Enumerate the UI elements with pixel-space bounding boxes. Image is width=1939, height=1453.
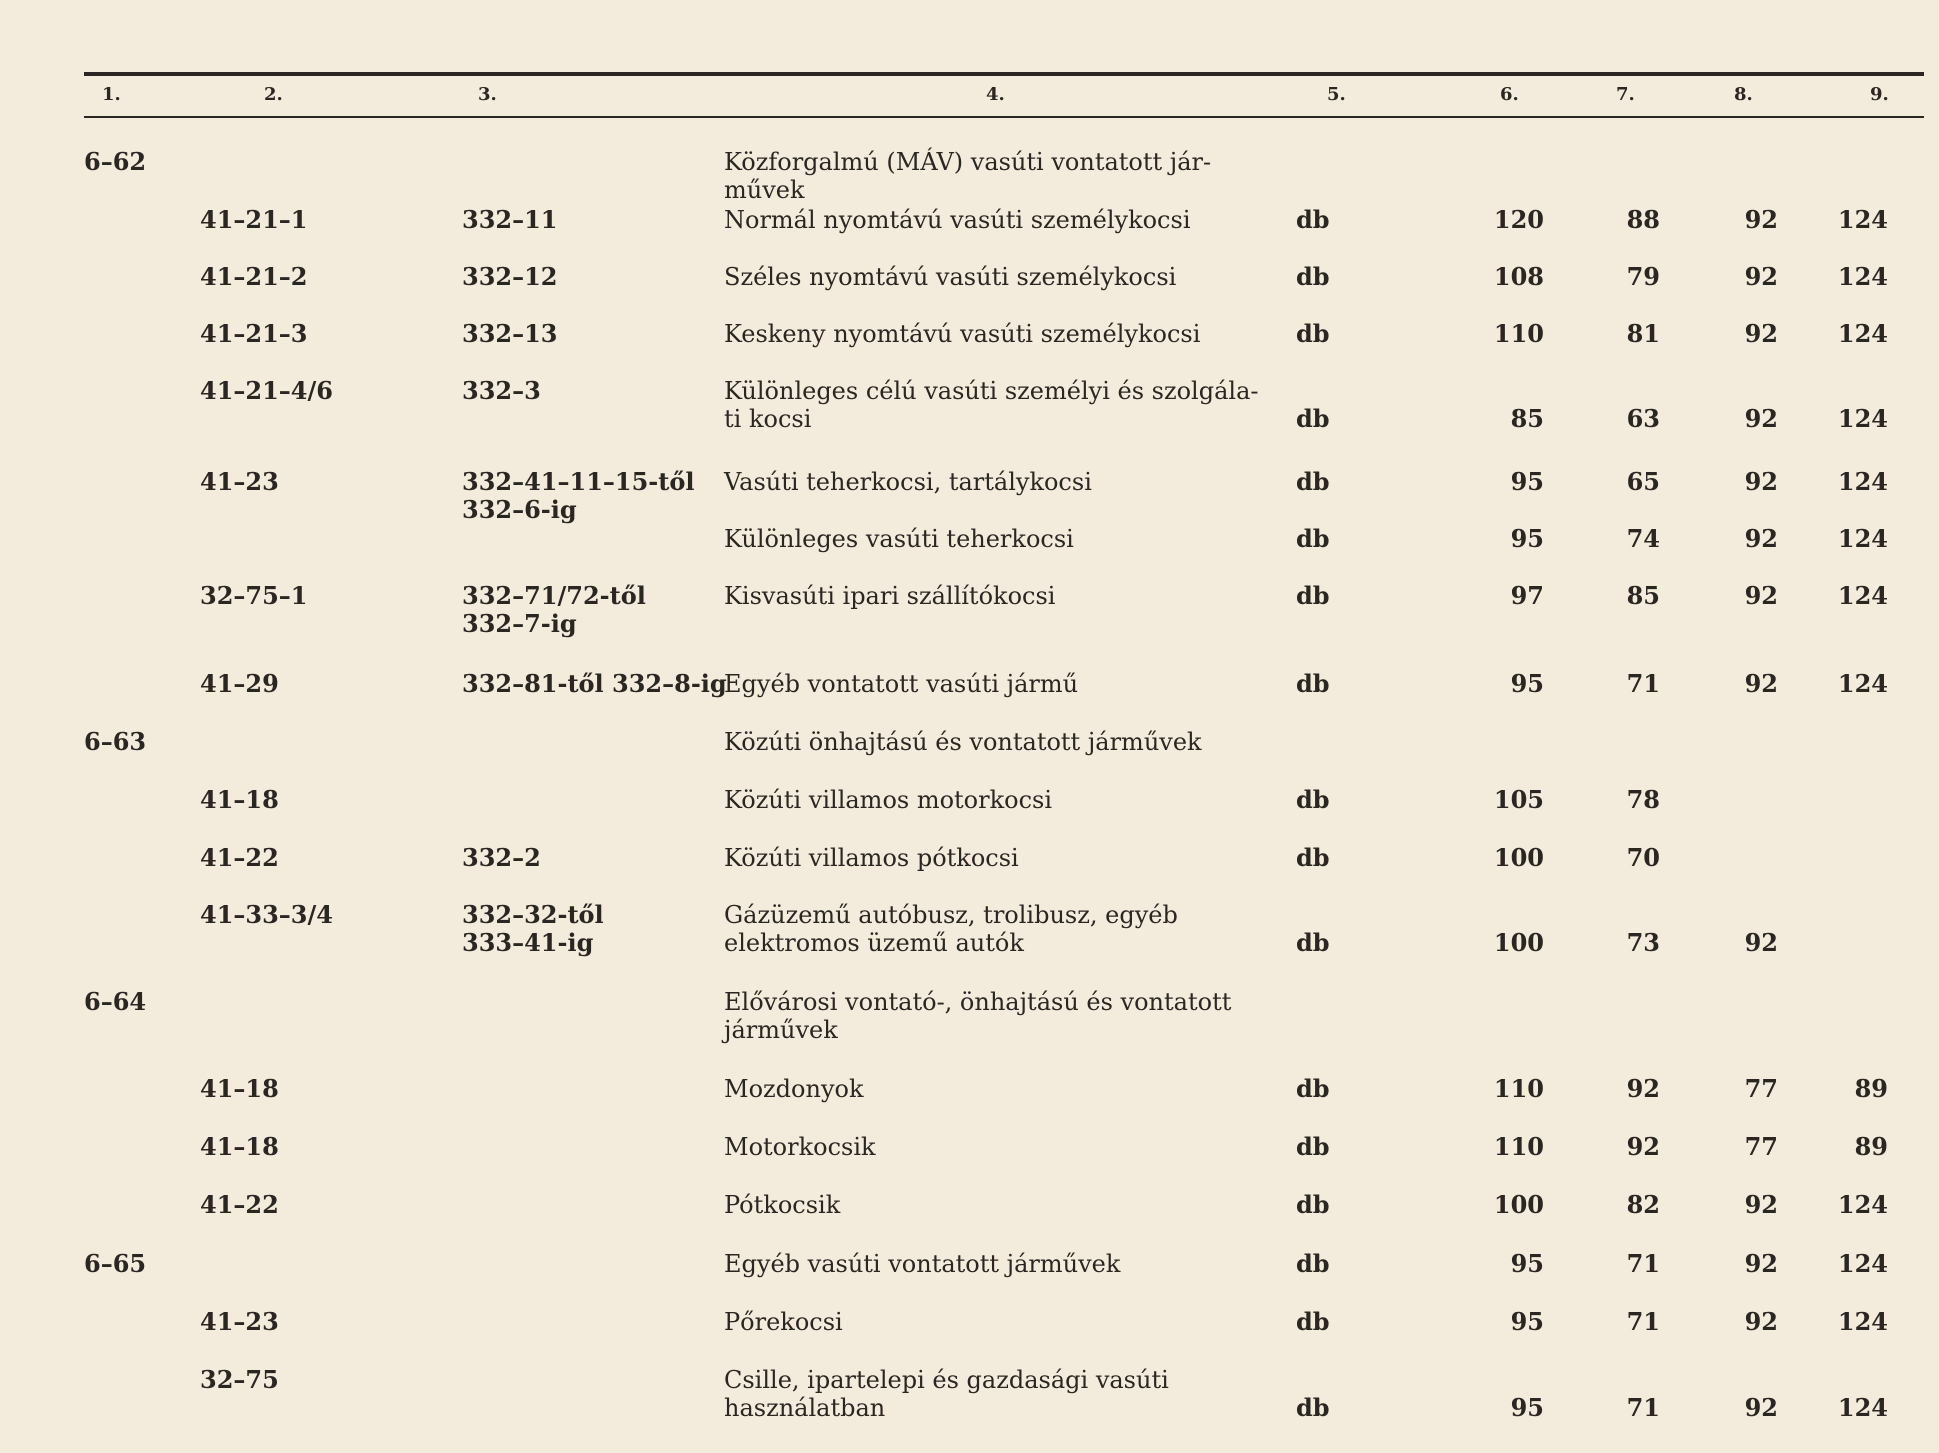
- cell-col-8: 92: [1744, 928, 1778, 957]
- cell-col-2: 41–23: [200, 1307, 279, 1336]
- cell-col-1: 6–65: [84, 1249, 147, 1278]
- cell-col-8: 92: [1744, 581, 1778, 610]
- cell-col-2: 41–18: [200, 1132, 279, 1161]
- cell-col-8: 92: [1744, 319, 1778, 348]
- cell-col-7: 70: [1626, 843, 1660, 872]
- cell-col-2: 41–33–3/4: [200, 900, 333, 929]
- cell-col-8: 92: [1744, 1393, 1778, 1422]
- cell-col-1: 6–63: [84, 727, 147, 756]
- cell-col-8: 77: [1744, 1132, 1778, 1161]
- cell-col-2: 41–22: [200, 1190, 279, 1219]
- cell-col-4: Széles nyomtávú vasúti személykocsi: [724, 263, 1177, 291]
- cell-col-4: Vasúti teherkocsi, tartálykocsi: [724, 468, 1092, 496]
- cell-col-6: 95: [1510, 1393, 1544, 1422]
- table-top-rule: [84, 72, 1924, 76]
- cell-col-3: 332–32-től 333–41-ig: [462, 900, 604, 957]
- cell-col-7: 71: [1626, 1249, 1660, 1278]
- cell-col-6: 100: [1493, 1190, 1544, 1219]
- cell-col-8: 92: [1744, 404, 1778, 433]
- cell-col-6: 95: [1510, 669, 1544, 698]
- table-header-rule: [84, 116, 1924, 118]
- cell-col-2: 41–21–2: [200, 262, 308, 291]
- cell-col-6: 110: [1493, 1074, 1544, 1103]
- cell-col-2: 41–21–3: [200, 319, 308, 348]
- cell-col-9: 124: [1837, 467, 1888, 496]
- cell-col-5: db: [1296, 928, 1330, 957]
- cell-col-5: db: [1296, 1393, 1330, 1422]
- cell-col-4: Normál nyomtávú vasúti személykocsi: [724, 206, 1191, 234]
- cell-col-7: 71: [1626, 669, 1660, 698]
- cell-col-8: 92: [1744, 524, 1778, 553]
- cell-col-2: 32–75: [200, 1365, 279, 1394]
- cell-col-4: Pőrekocsi: [724, 1308, 843, 1336]
- cell-col-3: 332–41–11–15-től 332–6-ig: [462, 467, 695, 524]
- cell-col-9: 124: [1837, 581, 1888, 610]
- cell-col-4: Keskeny nyomtávú vasúti személykocsi: [724, 320, 1201, 348]
- cell-col-7: 79: [1626, 262, 1660, 291]
- cell-col-4: Egyéb vasúti vontatott járművek: [724, 1250, 1121, 1278]
- cell-col-9: 89: [1854, 1132, 1888, 1161]
- cell-col-4: Gázüzemű autóbusz, trolibusz, egyéb elektromos üzemű autók: [724, 901, 1178, 957]
- cell-col-4: Közúti villamos pótkocsi: [724, 844, 1019, 872]
- cell-col-8: 92: [1744, 1249, 1778, 1278]
- cell-col-4: Különleges célú vasúti személyi és szolgála- ti kocsi: [724, 377, 1259, 433]
- cell-col-7: 81: [1626, 319, 1660, 348]
- cell-col-9: 124: [1837, 1190, 1888, 1219]
- cell-col-9: 124: [1837, 1307, 1888, 1336]
- cell-col-7: 73: [1626, 928, 1660, 957]
- cell-col-7: 78: [1626, 785, 1660, 814]
- cell-col-5: db: [1296, 1074, 1330, 1103]
- cell-col-7: 63: [1626, 404, 1660, 433]
- cell-col-3: 332–11: [462, 205, 558, 234]
- cell-col-4: Pótkocsik: [724, 1191, 841, 1219]
- cell-col-6: 85: [1510, 404, 1544, 433]
- column-header-3: 3.: [478, 84, 497, 105]
- column-header-6: 6.: [1500, 84, 1519, 105]
- column-header-5: 5.: [1327, 84, 1346, 105]
- cell-col-2: 41–29: [200, 669, 279, 698]
- cell-col-7: 92: [1626, 1132, 1660, 1161]
- cell-col-8: 92: [1744, 205, 1778, 234]
- cell-col-5: db: [1296, 467, 1330, 496]
- cell-col-2: 41–22: [200, 843, 279, 872]
- column-header-9: 9.: [1870, 84, 1889, 105]
- cell-col-9: 124: [1837, 669, 1888, 698]
- cell-col-3: 332–81-től 332–8-ig: [462, 669, 727, 698]
- cell-col-2: 41–21–4/6: [200, 376, 333, 405]
- cell-col-5: db: [1296, 1132, 1330, 1161]
- cell-col-9: 124: [1837, 1249, 1888, 1278]
- cell-col-6: 97: [1510, 581, 1544, 610]
- cell-col-9: 124: [1837, 262, 1888, 291]
- cell-col-7: 74: [1626, 524, 1660, 553]
- cell-col-3: 332–2: [462, 843, 541, 872]
- cell-col-6: 110: [1493, 319, 1544, 348]
- cell-col-4: Egyéb vontatott vasúti jármű: [724, 670, 1079, 698]
- cell-col-4: Motorkocsik: [724, 1133, 876, 1161]
- cell-col-7: 82: [1626, 1190, 1660, 1219]
- cell-col-3: 332–3: [462, 376, 541, 405]
- cell-col-7: 92: [1626, 1074, 1660, 1103]
- cell-col-4: Különleges vasúti teherkocsi: [724, 525, 1074, 553]
- cell-col-6: 100: [1493, 843, 1544, 872]
- cell-col-5: db: [1296, 843, 1330, 872]
- cell-col-8: 92: [1744, 262, 1778, 291]
- cell-col-4: Csille, ipartelepi és gazdasági vasúti használatban: [724, 1366, 1169, 1422]
- cell-col-9: 124: [1837, 319, 1888, 348]
- cell-col-4: Közúti önhajtású és vontatott járművek: [724, 728, 1202, 756]
- column-header-4: 4.: [986, 84, 1005, 105]
- cell-col-3: 332–12: [462, 262, 558, 291]
- cell-col-2: 41–18: [200, 785, 279, 814]
- cell-col-1: 6–64: [84, 987, 147, 1016]
- cell-col-6: 120: [1493, 205, 1544, 234]
- cell-col-4: Mozdonyok: [724, 1075, 864, 1103]
- cell-col-8: 92: [1744, 467, 1778, 496]
- cell-col-2: 41–21–1: [200, 205, 308, 234]
- cell-col-8: 92: [1744, 1307, 1778, 1336]
- cell-col-7: 71: [1626, 1307, 1660, 1336]
- cell-col-7: 71: [1626, 1393, 1660, 1422]
- column-header-7: 7.: [1616, 84, 1635, 105]
- cell-col-4: Kisvasúti ipari szállítókocsi: [724, 582, 1056, 610]
- cell-col-7: 65: [1626, 467, 1660, 496]
- cell-col-2: 41–23: [200, 467, 279, 496]
- cell-col-5: db: [1296, 205, 1330, 234]
- cell-col-6: 105: [1493, 785, 1544, 814]
- cell-col-6: 95: [1510, 467, 1544, 496]
- cell-col-8: 92: [1744, 669, 1778, 698]
- cell-col-4: Elővárosi vontató-, önhajtású és vontatott járművek: [724, 988, 1232, 1044]
- cell-col-5: db: [1296, 262, 1330, 291]
- cell-col-5: db: [1296, 581, 1330, 610]
- cell-col-4: Közforgalmú (MÁV) vasúti vontatott jár- művek: [724, 148, 1212, 204]
- cell-col-5: db: [1296, 1307, 1330, 1336]
- cell-col-5: db: [1296, 785, 1330, 814]
- cell-col-4: Közúti villamos motorkocsi: [724, 786, 1053, 814]
- cell-col-5: db: [1296, 524, 1330, 553]
- cell-col-2: 32–75–1: [200, 581, 308, 610]
- cell-col-3: 332–13: [462, 319, 558, 348]
- cell-col-9: 89: [1854, 1074, 1888, 1103]
- cell-col-1: 6–62: [84, 147, 147, 176]
- cell-col-2: 41–18: [200, 1074, 279, 1103]
- cell-col-6: 108: [1493, 262, 1544, 291]
- cell-col-6: 95: [1510, 524, 1544, 553]
- cell-col-9: 124: [1837, 1393, 1888, 1422]
- cell-col-7: 85: [1626, 581, 1660, 610]
- cell-col-8: 77: [1744, 1074, 1778, 1103]
- cell-col-9: 124: [1837, 524, 1888, 553]
- column-header-8: 8.: [1734, 84, 1753, 105]
- cell-col-5: db: [1296, 1190, 1330, 1219]
- cell-col-9: 124: [1837, 205, 1888, 234]
- cell-col-7: 88: [1626, 205, 1660, 234]
- cell-col-9: 124: [1837, 404, 1888, 433]
- cell-col-3: 332–71/72-től 332–7-ig: [462, 581, 646, 638]
- column-header-1: 1.: [102, 84, 121, 105]
- cell-col-5: db: [1296, 404, 1330, 433]
- cell-col-8: 92: [1744, 1190, 1778, 1219]
- cell-col-6: 110: [1493, 1132, 1544, 1161]
- cell-col-5: db: [1296, 1249, 1330, 1278]
- cell-col-6: 100: [1493, 928, 1544, 957]
- cell-col-5: db: [1296, 319, 1330, 348]
- cell-col-6: 95: [1510, 1249, 1544, 1278]
- column-header-2: 2.: [264, 84, 283, 105]
- cell-col-6: 95: [1510, 1307, 1544, 1336]
- cell-col-5: db: [1296, 669, 1330, 698]
